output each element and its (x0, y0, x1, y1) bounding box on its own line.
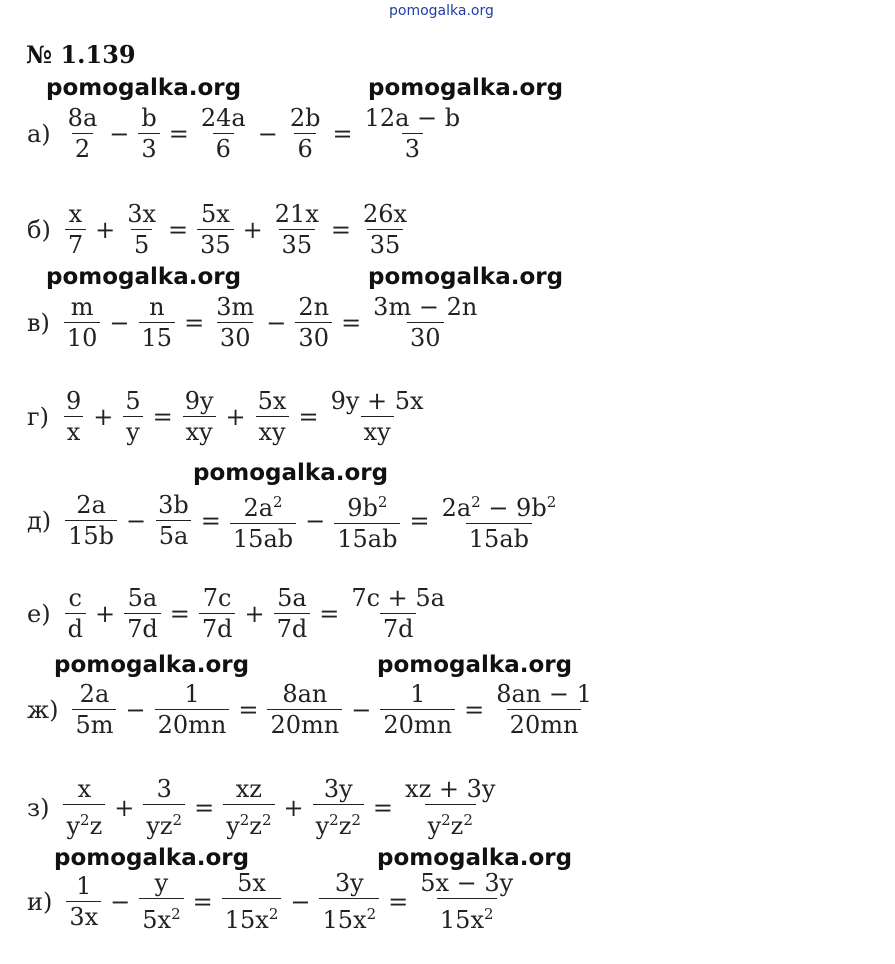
denominator: d (65, 613, 86, 644)
operator: = (372, 793, 394, 822)
numerator: x (77, 775, 92, 803)
fraction (64, 871, 103, 932)
item-label: з) (27, 793, 50, 822)
item-label: в) (27, 308, 50, 337)
operator: + (95, 215, 116, 244)
denominator: 7d (124, 613, 161, 644)
fraction (153, 490, 194, 551)
fraction (272, 583, 313, 644)
equation-row (27, 386, 429, 447)
denominator: $y^2z$ (63, 804, 105, 841)
operator: = (388, 887, 409, 916)
fraction (137, 868, 185, 935)
denominator: 20mn (507, 709, 582, 740)
fraction (141, 774, 187, 841)
numerator: 2a (79, 680, 110, 708)
numerator: n (149, 293, 165, 321)
equation-row (27, 103, 465, 164)
operator: = (341, 308, 362, 337)
watermark: pomogalka.org (193, 460, 389, 486)
item-label: б) (27, 215, 51, 244)
numerator: 5a (127, 584, 158, 612)
denominator: 20mn (267, 709, 342, 740)
operator: − (266, 308, 287, 337)
denominator: $y^2z^2$ (425, 804, 476, 841)
site-header-link[interactable]: pomogalka.org (389, 3, 494, 19)
denominator: xy (183, 416, 216, 447)
denominator: 6 (213, 133, 234, 164)
denominator: $15x^2$ (319, 898, 379, 935)
numerator: m (70, 293, 94, 321)
denominator: 6 (294, 133, 315, 164)
equation-row (27, 583, 450, 644)
numerator: 9y (184, 387, 214, 415)
watermark: pomogalka.org (54, 845, 250, 871)
fraction (63, 490, 119, 551)
fraction (346, 583, 450, 644)
fraction (63, 103, 103, 164)
equation-row (27, 679, 597, 740)
numerator: 5a (277, 584, 307, 612)
operator: = (152, 402, 173, 431)
item-label: и) (27, 887, 53, 916)
operator: + (283, 793, 304, 822)
denominator: 20mn (380, 709, 455, 740)
operator: + (244, 599, 265, 628)
fraction (211, 292, 259, 353)
denominator: $y^2z^2$ (223, 804, 274, 841)
operator: = (298, 402, 319, 431)
operator: = (330, 215, 351, 244)
fraction (311, 774, 366, 841)
numerator: 21x (274, 200, 319, 228)
operator: = (194, 793, 215, 822)
fraction (153, 679, 232, 740)
denominator: $15x^2$ (437, 898, 497, 935)
item-label: е) (27, 599, 51, 628)
numerator: 8a (67, 104, 98, 132)
operator: = (409, 506, 430, 535)
numerator: 3y (334, 869, 364, 897)
operator: = (168, 215, 189, 244)
watermark: pomogalka.org (54, 652, 250, 678)
denominator: 2 (72, 133, 93, 164)
watermark: pomogalka.org (377, 652, 573, 678)
fraction (137, 292, 178, 353)
fraction (63, 583, 88, 644)
equation-row (27, 487, 561, 554)
watermark: pomogalka.org (368, 264, 564, 290)
numerator: y (154, 869, 169, 897)
denominator: 3 (138, 133, 159, 164)
denominator: 30 (407, 322, 444, 353)
fraction (61, 774, 107, 841)
fraction (221, 774, 276, 841)
operator: = (238, 695, 259, 724)
denominator: 7d (274, 613, 311, 644)
denominator: y (123, 416, 143, 447)
operator: = (192, 887, 213, 916)
operator: − (290, 887, 311, 916)
fraction (62, 292, 103, 353)
numerator: xz (235, 775, 262, 803)
numerator: 1 (184, 680, 200, 708)
numerator: 8an (282, 680, 328, 708)
fraction (63, 199, 88, 260)
fraction (122, 199, 161, 260)
numerator: 1 (76, 872, 92, 900)
numerator: 3x (127, 200, 157, 228)
operator: − (109, 308, 130, 337)
numerator: b (141, 104, 157, 132)
denominator: 30 (295, 322, 332, 353)
denominator: 35 (279, 229, 316, 260)
numerator: 3y (323, 775, 353, 803)
numerator: 3m (216, 293, 255, 321)
watermark: pomogalka.org (368, 75, 564, 101)
numerator: 26x (362, 200, 408, 228)
operator: + (242, 215, 263, 244)
numerator: 2a (76, 491, 106, 519)
operator: − (305, 506, 326, 535)
fraction (120, 386, 145, 447)
fraction (378, 679, 457, 740)
fraction (358, 199, 412, 260)
denominator: 7d (199, 613, 236, 644)
denominator: 10 (64, 322, 101, 353)
denominator: 15 (139, 322, 176, 353)
denominator: x (64, 416, 84, 447)
numerator: 3m − 2n (373, 293, 478, 321)
operator: − (109, 119, 130, 148)
fraction (285, 103, 326, 164)
denominator: xy (256, 416, 289, 447)
numerator: 9 (65, 387, 82, 415)
operator: + (94, 599, 116, 628)
operator: + (114, 793, 135, 822)
fraction (491, 679, 597, 740)
item-label: ж) (27, 695, 59, 724)
fraction (70, 679, 118, 740)
denominator: 3 (402, 133, 423, 164)
numerator: 5 (125, 387, 141, 415)
fraction (360, 103, 466, 164)
operator: − (110, 887, 131, 916)
denominator: $yz^2$ (143, 804, 185, 841)
fraction (368, 292, 482, 353)
watermark: pomogalka.org (377, 845, 573, 871)
numerator: 5x (200, 200, 230, 228)
equation-row (27, 292, 482, 353)
numerator: xz + 3y (405, 775, 496, 803)
numerator: x (68, 200, 83, 228)
operator: = (169, 599, 190, 628)
numerator: 5x (237, 869, 266, 897)
operator: + (225, 402, 246, 431)
denominator: $5x^2$ (139, 898, 183, 935)
fraction (293, 292, 334, 353)
numerator: 1 (410, 680, 426, 708)
numerator: $2a^2 - 9b^2$ (441, 493, 557, 522)
fraction (317, 868, 381, 935)
fraction (228, 487, 298, 554)
denominator: 15ab (230, 523, 296, 554)
fraction (332, 487, 402, 554)
operator: = (319, 599, 340, 628)
numerator: 2n (298, 293, 330, 321)
numerator: 3 (156, 775, 172, 803)
fraction (270, 199, 324, 260)
denominator: 30 (217, 322, 254, 353)
denominator: 7d (380, 613, 417, 644)
fraction (415, 868, 518, 935)
fraction (195, 199, 236, 260)
denominator: 5 (131, 229, 152, 260)
fraction (265, 679, 344, 740)
denominator: 5m (72, 709, 116, 740)
denominator: $y^2z^2$ (313, 804, 364, 841)
operator: − (125, 695, 146, 724)
denominator: 35 (367, 229, 404, 260)
operator: = (464, 695, 485, 724)
numerator: $2a^2$ (243, 493, 283, 522)
item-label: г) (27, 402, 49, 431)
denominator: $15x^2$ (222, 898, 282, 935)
equation-row (27, 774, 500, 841)
operator: = (184, 308, 205, 337)
numerator: $9b^2$ (347, 493, 388, 522)
numerator: 8an − 1 (496, 680, 592, 708)
operator: − (257, 119, 278, 148)
operator: + (93, 402, 114, 431)
fraction (136, 103, 161, 164)
equation-row (27, 868, 518, 935)
denominator: 15ab (334, 523, 400, 554)
numerator: 3b (158, 491, 189, 519)
operator: = (168, 119, 189, 148)
numerator: 5x − 3y (420, 869, 514, 897)
fraction (400, 774, 500, 841)
fraction (220, 868, 284, 935)
operator: = (200, 506, 221, 535)
operator: = (332, 119, 353, 148)
denominator: 35 (197, 229, 234, 260)
fraction (196, 103, 251, 164)
equation-row (27, 199, 412, 260)
numerator: 5x (257, 387, 287, 415)
item-label: а) (27, 119, 51, 148)
operator: − (351, 695, 372, 724)
watermark: pomogalka.org (46, 264, 242, 290)
denominator: 3x (66, 901, 101, 932)
numerator: 24a (200, 104, 246, 132)
denominator: xy (361, 416, 394, 447)
denominator: 7 (65, 229, 86, 260)
numerator: 12a − b (364, 104, 461, 132)
numerator: 7c (202, 584, 232, 612)
operator: − (126, 506, 147, 535)
fraction (180, 386, 219, 447)
watermark: pomogalka.org (46, 75, 242, 101)
numerator: 7c + 5a (351, 584, 445, 612)
fraction (326, 386, 429, 447)
fraction (61, 386, 86, 447)
fraction (437, 487, 562, 554)
numerator: 2b (289, 104, 321, 132)
exercise-number: № 1.139 (26, 40, 136, 69)
fraction (197, 583, 238, 644)
fraction (122, 583, 163, 644)
item-label: д) (27, 506, 52, 535)
fraction (253, 386, 292, 447)
denominator: 20mn (155, 709, 230, 740)
denominator: 5a (156, 520, 192, 551)
numerator: 9y + 5x (330, 387, 424, 415)
numerator: c (68, 584, 82, 612)
denominator: 15b (65, 520, 117, 551)
denominator: 15ab (466, 523, 532, 554)
